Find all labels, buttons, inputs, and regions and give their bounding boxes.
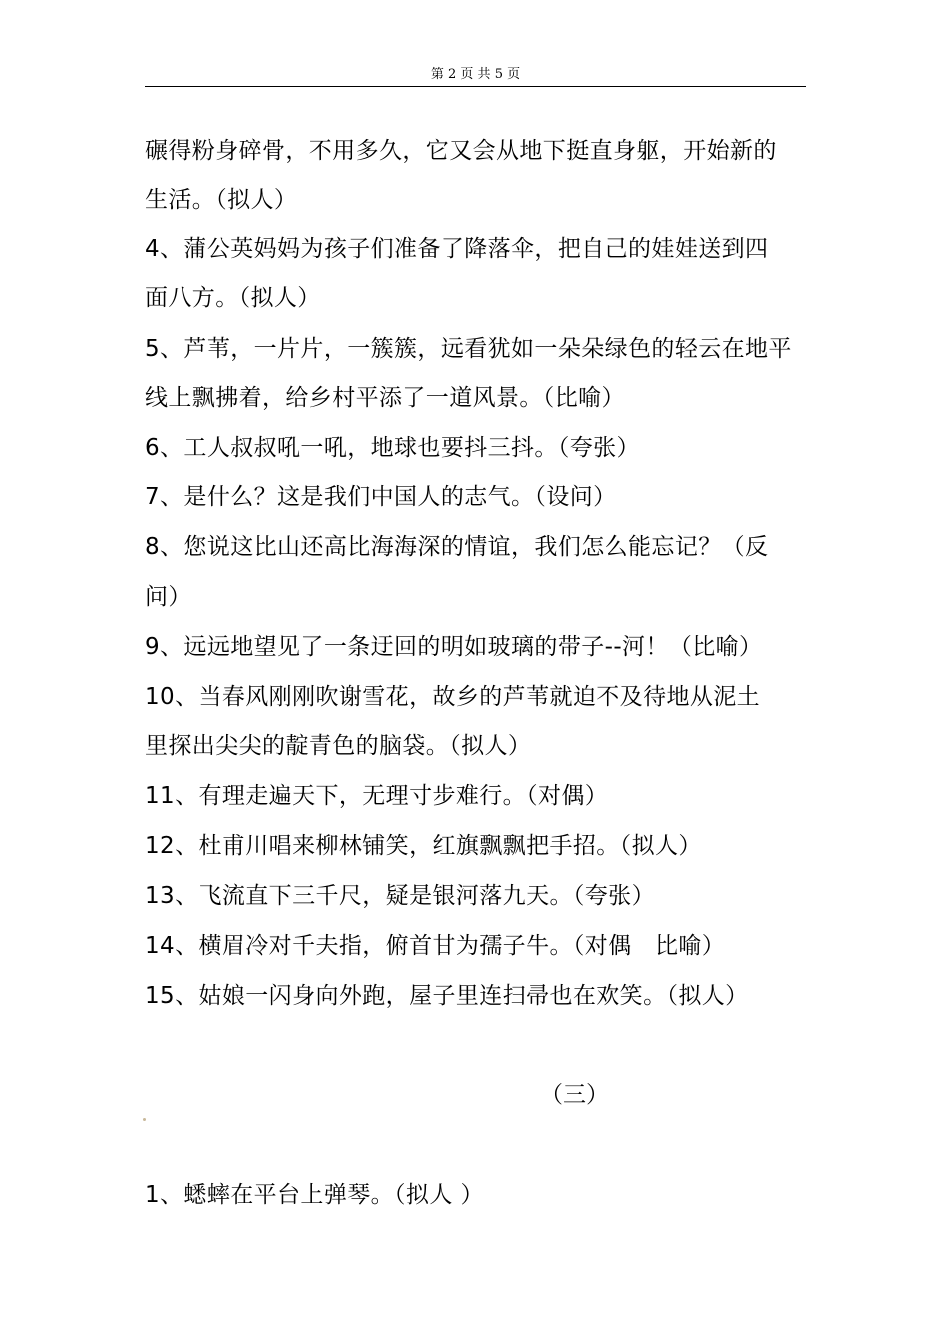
text-line: 12、杜甫川唱来柳林铺笑，红旗飘飘把手招。（拟人） (145, 833, 702, 859)
page-number-label: 第 2 页 共 5 页 (430, 67, 521, 82)
stray-mark (143, 1118, 146, 1121)
section-first-item: 1、蟋蟀在平台上弹琴。（拟人 ） (145, 1182, 484, 1208)
text-line: 9、远远地望见了一条迂回的明如玻璃的带子--河！（比喻） (145, 634, 763, 660)
section-title: （三） (540, 1082, 609, 1108)
text-line: 10、当春风刚刚吹谢雪花，故乡的芦苇就迫不及待地从泥土 (145, 684, 761, 710)
page-header (145, 64, 806, 87)
text-line: 面八方。（拟人） (145, 285, 321, 311)
text-line: 问） (145, 584, 192, 610)
text-line: 碾得粉身碎骨，不用多久，它又会从地下挺直身躯，开始新的 (145, 138, 777, 164)
text-line: 15、姑娘一闪身向外跑，屋子里连扫帚也在欢笑。（拟人） (145, 983, 749, 1009)
text-line: 线上飘拂着，给乡村平添了一道风景。（比喻） (145, 385, 625, 411)
text-line: 14、横眉冷对千夫指，俯首甘为孺子牛。（对偶 比喻） (145, 933, 726, 959)
text-line: 里探出尖尖的靛青色的脑袋。（拟人） (145, 733, 532, 759)
text-line: 8、您说这比山还高比海海深的情谊，我们怎么能忘记？（反 (145, 534, 769, 560)
text-line: 11、有理走遍天下，无理寸步难行。（对偶） (145, 783, 609, 809)
text-line: 4、蒲公英妈妈为孩子们准备了降落伞，把自己的娃娃送到四 (145, 236, 769, 262)
text-line: 生活。（拟人） (145, 187, 298, 213)
text-line: 5、芦苇，一片片，一簇簇，远看犹如一朵朵绿色的轻云在地平 (145, 336, 792, 362)
text-line: 13、飞流直下三千尺，疑是银河落九天。（夸张） (145, 883, 655, 909)
text-line: 6、工人叔叔吼一吼，地球也要抖三抖。（夸张） (145, 435, 640, 461)
text-line: 7、是什么？这是我们中国人的志气。（设问） (145, 484, 617, 510)
